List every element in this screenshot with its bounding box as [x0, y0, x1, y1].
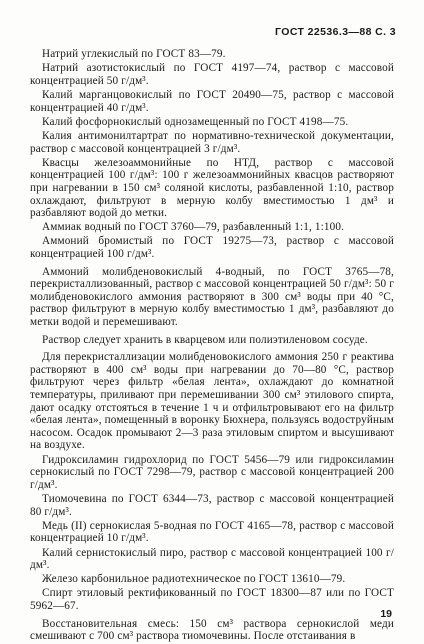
paragraph: Медь (II) сернокислая 5-водная по ГОСТ 4165—78, раствор с массовой концентрацией 10 г/дм³.	[30, 519, 394, 545]
page-number: 19	[380, 608, 392, 620]
paragraph: Раствор следует хранить в кварцевом или полиэтиленовом сосуде.	[42, 333, 368, 346]
paragraph: Калий сернистокислый пиро, раствор с массовой концентрацией 100 г/дм³.	[30, 546, 394, 572]
running-header: ГОСТ 22536.3—88 С. 3	[275, 26, 396, 38]
paragraph: Аммиак водный по ГОСТ 3760—79, разбавленный 1:1, 1:100.	[42, 221, 345, 234]
paragraph: Калий фосфорнокислый однозамещенный по ГОСТ 4198—75.	[42, 115, 349, 128]
paragraph: Квасцы железоаммонийные по НТД, раствор с массовой концентрацией 100 г/дм³: 100 г железоаммонийных квасцов растворяют при нагревании в 150 см³ соляной кислоты, разбавленной 1:10, раствор охлаждают, фильтруют в мерную колбу вместимостью 1 дм³ и разбавляют водой до метки.	[30, 156, 394, 220]
body-text	[30, 48, 394, 644]
paragraph: Спирт этиловый ректификованный по ГОСТ 18300—87 или по ГОСТ 5962—67.	[30, 587, 394, 613]
paragraph: Тиомочевина по ГОСТ 6344—73, раствор с массовой концентрацией 80 г/дм³.	[30, 492, 394, 518]
paragraph: Калий марганцовокислый по ГОСТ 20490—75, раствор с массовой концентрацией 40 г/дм³.	[30, 88, 394, 114]
paragraph: Аммоний молибденовокислый 4-водный, по ГОСТ 3765—78, перекристаллизованный, раствор с массовой концентрацией 50 г/дм³: 50 г молибденовокислого аммония растворяют в 300 см³ воды при 40 °С, раствор фильтруют в мерную колбу вместимостью 1 дм³, разбавляют до метки водой и перемешивают.	[30, 265, 394, 329]
paragraph: Железо карбонильное радиотехническое по ГОСТ 13610—79.	[42, 573, 346, 586]
paragraph: Натрий углекислый по ГОСТ 83—79.	[42, 48, 226, 60]
paragraph: Восстановительная смесь: 150 см³ раствора сернокислой меди смешивают с 700 см³ раствора тиомочевины. После отстаивания в	[30, 617, 394, 643]
paragraph: Гидроксиламин гидрохлорид по ГОСТ 5456—79 или гидроксиламин сернокислый по ГОСТ 7298—79, раствор с массовой концентрацией 200 г/дм³.	[30, 453, 394, 491]
paragraph: Натрий азотистокислый по ГОСТ 4197—74, раствор с массовой концентрацией 50 г/дм³.	[30, 62, 394, 87]
paragraph: Калия антимонилтартрат по нормативно-технической документации, раствор с массовой концентрацией 3 г/дм³.	[30, 129, 394, 155]
paragraph: Для перекристаллизации молибденовокислого аммония 250 г реактива растворяют в 400 см³ воды при нагревании до 70—80 °С, раствор фильтруют через фильтр «белая лента», охлаждают до комнатной температуры, приливают при перемешивании 300 см³ этилового спирта, дают осадку отстояться в течение 1 ч и отфильтровывают его на фильтр «белая лента», помещенный в воронку Бюхнера, пользуясь водоструйным насосом. Осадок промывают 2—3 раза этиловым спиртом и высушивают на воздухе.	[30, 351, 394, 452]
paragraph: Аммоний бромистый по ГОСТ 19275—73, раствор с массовой концентрацией 100 г/дм³.	[30, 235, 394, 261]
